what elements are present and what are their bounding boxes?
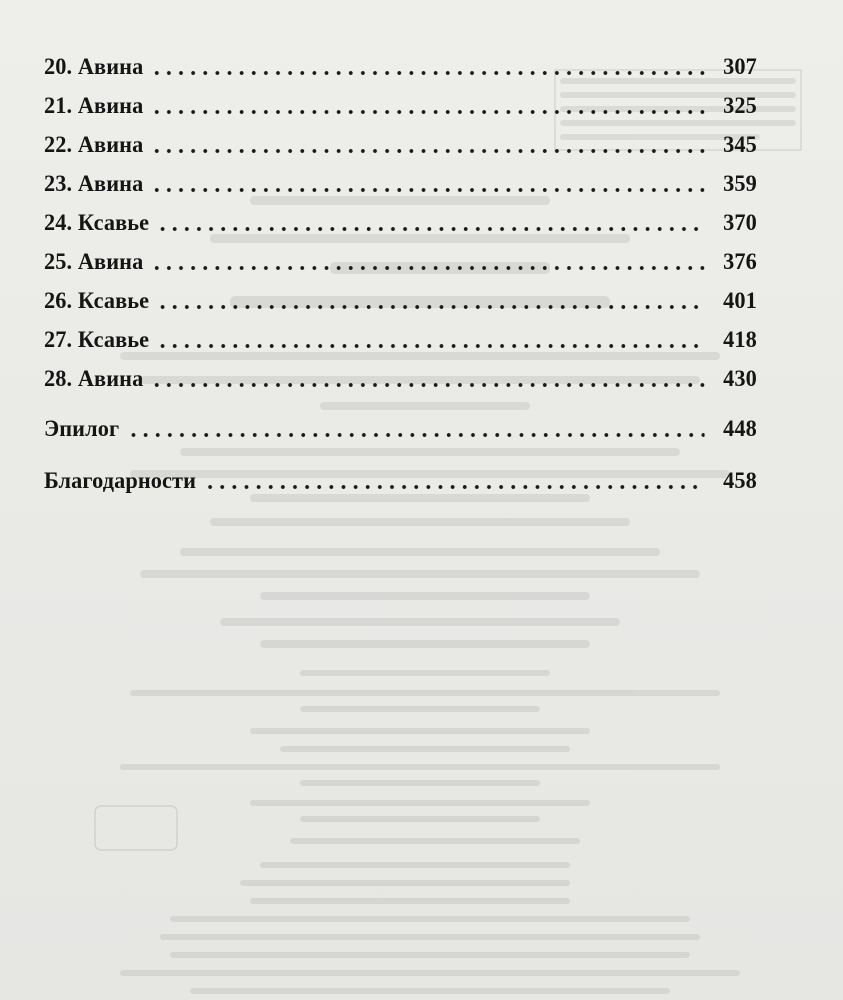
- dot-leader: [151, 382, 704, 388]
- toc-entry-title: 26. Ксавье: [44, 288, 150, 313]
- toc-entry: [44, 128, 757, 162]
- toc-entry-page-number: 448: [723, 416, 757, 441]
- toc-entry-title: 23. Авина: [44, 171, 144, 196]
- toc-entry-title: 24. Ксавье: [44, 210, 150, 235]
- toc-entry-page-number: 430: [723, 366, 757, 391]
- dot-leader: [157, 226, 705, 232]
- toc-entry: [44, 50, 757, 84]
- toc-entry: [44, 323, 757, 357]
- toc-entry: [44, 89, 757, 123]
- dot-leader: [151, 70, 704, 76]
- dot-leader: [157, 343, 705, 349]
- dot-leader: [151, 148, 704, 154]
- toc-entry-title: Эпилог: [44, 416, 120, 441]
- toc-entry: [44, 167, 757, 201]
- dot-leader: [151, 187, 704, 193]
- toc-entry: [44, 362, 757, 396]
- dot-leader: [204, 484, 705, 490]
- dot-leader: [151, 265, 704, 271]
- toc-entry-page-number: 418: [723, 327, 757, 352]
- toc-entry-page-number: 359: [723, 171, 757, 196]
- toc-entry-epilogue: [44, 412, 757, 446]
- toc-entry-page-number: 401: [723, 288, 757, 313]
- dot-leader: [127, 432, 705, 438]
- toc-entry-title: 21. Авина: [44, 93, 144, 118]
- dot-leader: [157, 304, 705, 310]
- toc-entry-acknowledgements: [44, 464, 757, 498]
- toc-entry-page-number: 370: [723, 210, 757, 235]
- toc-entry-title: 25. Авина: [44, 249, 144, 274]
- toc-entry: [44, 245, 757, 279]
- toc-entry-title: Благодарности: [44, 468, 197, 493]
- dot-leader: [151, 109, 704, 115]
- toc-entry-page-number: 325: [723, 93, 757, 118]
- toc-entry-page-number: 345: [723, 132, 757, 157]
- toc-entry-page-number: 376: [723, 249, 757, 274]
- toc-entry-page-number: 307: [723, 54, 757, 79]
- toc-entry: [44, 284, 757, 318]
- toc-entry-page-number: 458: [723, 468, 757, 493]
- toc-entry-title: 28. Авина: [44, 366, 144, 391]
- toc-entry-title: 20. Авина: [44, 54, 144, 79]
- toc-entry-title: 27. Ксавье: [44, 327, 150, 352]
- toc-entry-title: 22. Авина: [44, 132, 144, 157]
- toc-entry: [44, 206, 757, 240]
